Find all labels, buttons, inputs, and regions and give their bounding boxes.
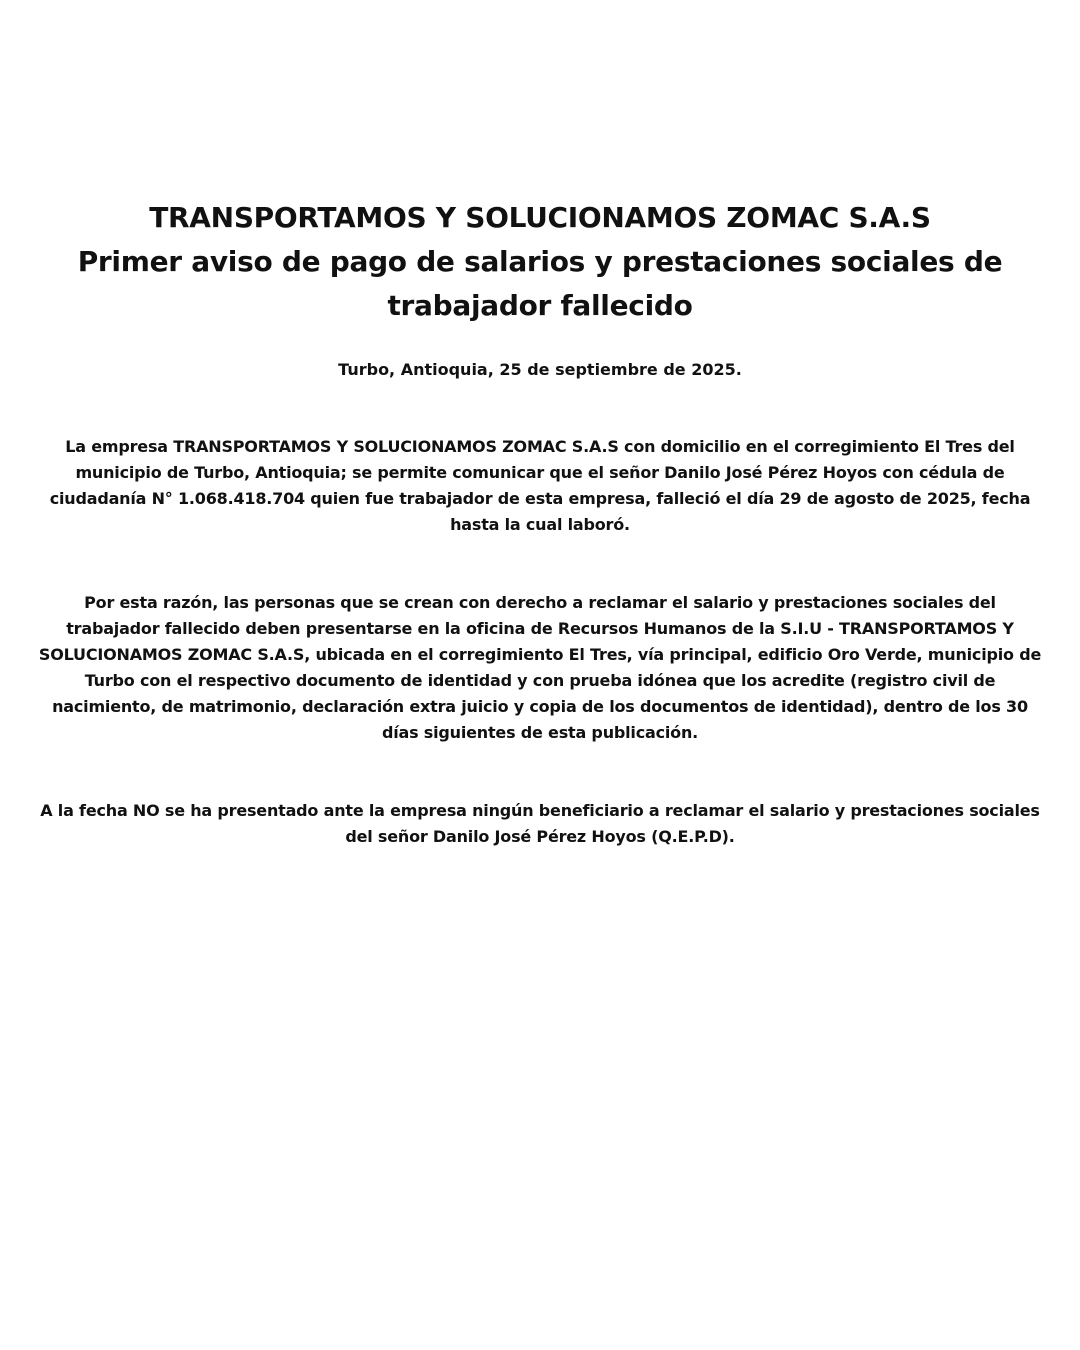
notice-title: Primer aviso de pago de salarios y prestaciones sociales de trabajador fallecido [77,245,1003,322]
paragraph-announcement: La empresa TRANSPORTAMOS Y SOLUCIONAMOS ZOMAC S.A.S con domicilio en el corregimiento El Tres del municipio de Turbo, Antioquia; se permite comunicar que el señor Danilo José Pérez Hoyos con cédula de ciudadanía N° 1.068.418.704 quien fue trabajador de esta empresa, falleció el día 29 de agosto de 2025, fecha hasta la cual laboró. [49,437,1031,534]
paragraph-claim-instructions: Por esta razón, las personas que se crean con derecho a reclamar el salario y prestaciones sociales del trabajador fallecido deben presentarse en la oficina de Recursos Humanos de la S.I.U - TRANSPORTAMOS Y SOLUCIONAMOS ZOMAC S.A.S, ubicada en el corregimiento El Tres, vía principal, edificio Oro Verde, municipio de Turbo con el respectivo documento de identidad y con prueba idónea que los acredite (registro civil de nacimiento, de matrimonio, declaración extra juicio y copia de los documentos de identidad), dentro de los 30 días siguientes de esta publicación. [38,593,1042,742]
paragraph-status: A la fecha NO se ha presentado ante la empresa ningún beneficiario a reclamar el salario y prestaciones sociales del señor Danilo José Pérez Hoyos (Q.E.P.D). [40,801,1040,846]
notice-document [36,196,1044,850]
notice-heading [36,196,1044,328]
place-and-date: Turbo, Antioquia, 25 de septiembre de 2025. [338,360,742,379]
company-name: TRANSPORTAMOS Y SOLUCIONAMOS ZOMAC S.A.S [149,201,931,234]
